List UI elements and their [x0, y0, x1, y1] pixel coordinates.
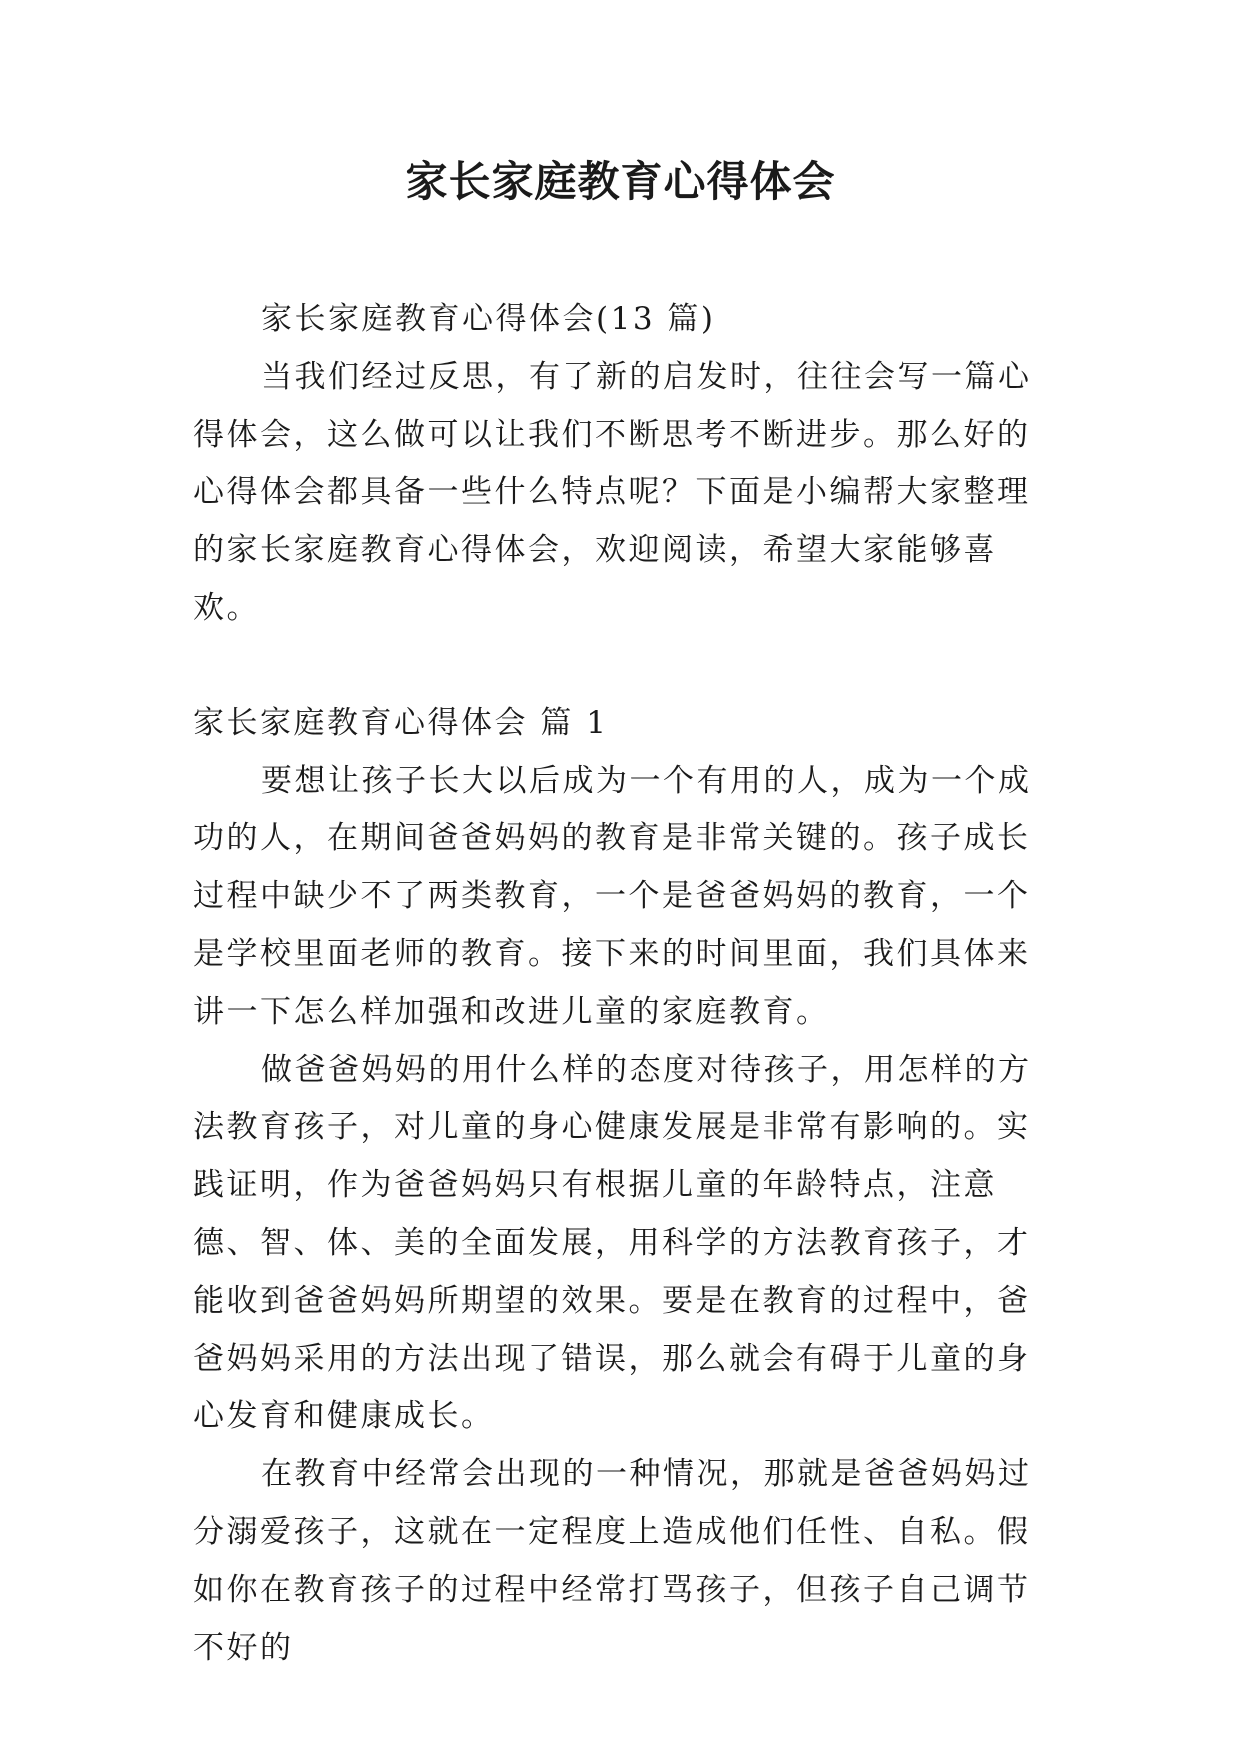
body-paragraph: 要想让孩子长大以后成为一个有用的人，成为一个成功的人，在期间爸爸妈妈的教育是非常关键的。孩子成长过程中缺少不了两类教育，一个是爸爸妈妈的教育，一个是学校里面老师的教育。接下来的时间里面，我们具体来讲一下怎么样加强和改进儿童的家庭教育。	[193, 762, 1032, 1030]
document-body	[193, 291, 1053, 1677]
body-paragraph: 在教育中经常会出现的一种情况，那就是爸爸妈妈过分溺爱孩子，这就在一定程度上造成他们任性、自私。假如你在教育孩子的过程中经常打骂孩子，但孩子自己调节不好的	[193, 1456, 1032, 1666]
intro-paragraph: 当我们经过反思，有了新的启发时，往往会写一篇心得体会，这么做可以让我们不断思考不断进步。那么好的心得体会都具备一些什么特点呢？下面是小编帮大家整理的家长家庭教育心得体会，欢迎阅读，希望大家能够喜欢。	[193, 358, 1032, 626]
body-paragraph: 做爸爸妈妈的用什么样的态度对待孩子，用怎样的方法教育孩子，对儿童的身心健康发展是非常有影响的。实践证明，作为爸爸妈妈只有根据儿童的年龄特点，注意德、智、体、美的全面发展，用科学的方法教育孩子，才能收到爸爸妈妈所期望的效果。要是在教育的过程中，爸爸妈妈采用的方法出现了错误，那么就会有碍于儿童的身心发育和健康成长。	[193, 1051, 1032, 1435]
document-subtitle: 家长家庭教育心得体会(13 篇)	[261, 301, 716, 337]
section-heading: 家长家庭教育心得体会 篇 1	[193, 704, 609, 741]
document-title: 家长家庭教育心得体会	[405, 157, 836, 206]
